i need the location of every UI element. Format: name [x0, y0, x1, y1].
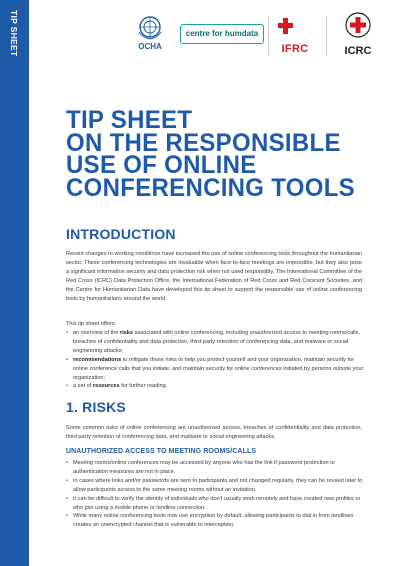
icrc-emblem-icon — [345, 12, 371, 38]
title-line: CONFERENCING TOOLS — [66, 173, 355, 202]
list-item: • In cases where links and/or passwords are sent to participants and not changed regularly, they can be reused later to allow participants access to the same meeting rooms without an invitation. — [66, 477, 366, 495]
ocha-logo — [130, 14, 170, 60]
ifrc-label: IFRC — [281, 43, 309, 55]
title-line: TIP SHEET — [66, 105, 193, 135]
list-item: • It can be difficult to verify the identity of individuals who don't usually work remotely and have created new profiles or who join using a mobile phone or landline connection. — [66, 495, 366, 513]
ocha-label: OCHA — [138, 42, 162, 51]
list-item: • an overview of the risks associated with online conferencing, including unauthorized access to meeting rooms/calls, breaches of confidentiality and data protection, third party retention of conferencing data, and malware or social engineering attacks; — [66, 329, 366, 356]
list-item: • Meeting rooms/online conferences may be accessed by anyone who has the link if password protection or authentication measures are not in place. — [66, 459, 366, 477]
introduction-paragraph: Recent changes to working conditions have increased the use of online conferencing tools throughout the humanitarian sector. These conferencing technologies are invaluable when face-to-face meetings are impossible, but they also pose a significant information security and data protection risk when not used responsibly. The International Committee of the Red Cross (ICRC) Data Protection Office, the International Federation of Red Cross and Red Crescent Societies, and the Centre for Humanitarian Data have developed this tip sheet to support the responsible use of online conferencing tools by humanitarians around the world. — [66, 251, 362, 302]
icrc-logo — [334, 12, 382, 62]
offers-list — [66, 329, 366, 391]
list-item: • a set of resources for further reading. — [66, 382, 366, 391]
hdx-logo: centre for humdata — [180, 24, 264, 44]
title-line: ON THE RESPONSIBLE — [66, 128, 341, 157]
list-item: • recommendations to mitigate those risks to help you protect yourself and your organization, maintain security for online conference calls that you initiate, and maintain security for online conferences initiated by persons outside your organization; — [66, 356, 366, 383]
side-tab — [0, 0, 29, 566]
page-title — [66, 105, 386, 202]
logo-divider — [326, 16, 327, 56]
red-cross-crescent-icon — [278, 16, 312, 36]
partner-logos — [120, 12, 392, 62]
risks-heading: 1. RISKS — [66, 399, 126, 415]
un-emblem-icon — [137, 14, 163, 40]
ifrc-logo — [274, 16, 316, 60]
unauthorized-access-heading: UNAUTHORIZED ACCESS TO MEETING ROOMS/CALLS — [66, 448, 257, 455]
risks-paragraph: Some common risks of online conferencing are unauthorized access, breaches of confidentiality and data protection, third party retention of conferencing data, and malware or social engineering attacks. — [66, 425, 362, 440]
list-item: • While many online conferencing tools now use encryption by default, allowing participants to dial in from landlines creates an unencrypted channel that is vulnerable to interception. — [66, 512, 366, 530]
unauthorized-access-list — [66, 459, 366, 530]
offers-lead: This tip sheet offers: — [66, 321, 117, 327]
icrc-label: ICRC — [344, 45, 372, 57]
introduction-heading: INTRODUCTION — [66, 226, 176, 242]
side-tab-label: TIP SHEET — [9, 10, 19, 57]
title-line: USE OF ONLINE — [66, 151, 257, 180]
logo-divider — [268, 16, 269, 56]
